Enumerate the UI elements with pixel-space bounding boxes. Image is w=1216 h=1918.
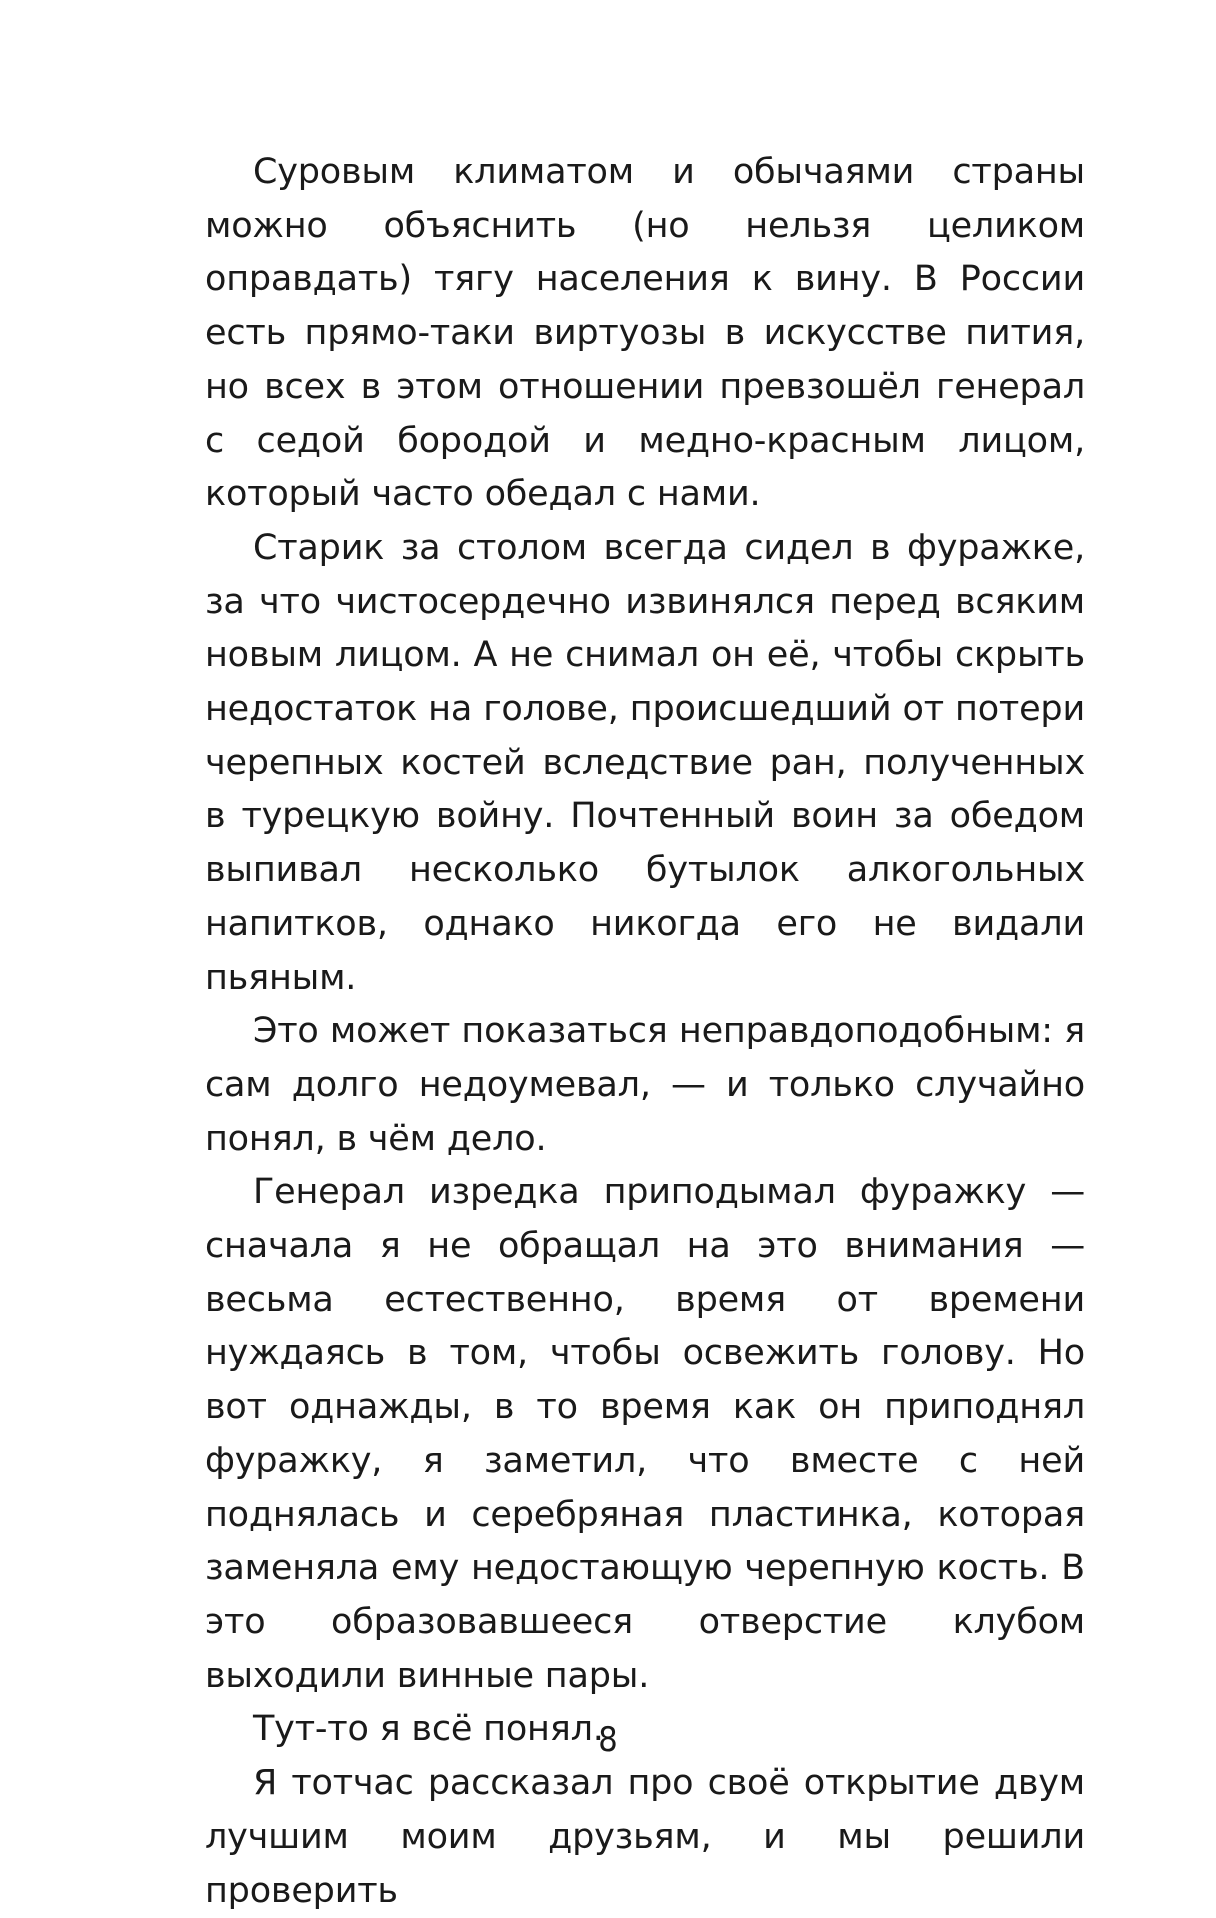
body-text [205,146,1085,1918]
paragraph: Это может показаться неправдоподобным: я сам долго недоумевал, — и только случайно понял, в чём дело. [205,1011,1085,1159]
paragraph: Суровым климатом и обычаями страны можно объяснить (но нельзя целиком оправдать) тягу населения к вину. В России есть прямо-таки виртуозы в искусстве пития, но всех в этом отношении превзошёл генерал с седой бородой и медно-красным лицом, который часто обедал с нами. [205,152,1085,515]
page-number: 8 [598,1720,618,1760]
paragraph: Тут-то я всё понял. [253,1709,604,1750]
paragraph: Старик за столом всегда сидел в фуражке, за что чистосердечно извинялся перед всяким новым лицом. А не снимал он её, чтобы скрыть недостаток на голове, происшедший от потери черепных костей вследствие ран, полученных в турецкую войну. Почтенный воин за обедом выпивал несколько бутылок алкогольных напитков, однако никогда его не видали пьяным. [205,527,1085,998]
paragraph: Я тотчас рассказал про своё открытие двум лучшим моим друзьям, и мы решили проверить [205,1763,1085,1911]
paragraph: Генерал изредка приподымал фуражку — сначала я не обращал на это внимания — весьма естественно, время от времени нуждаясь в том, чтобы освежить голову. Но вот однажды, в то время как он приподнял фуражку, я заметил, что вместе с ней поднялась и серебряная пластинка, которая заменяла ему недостающую черепную кость. В это образовавшееся отверстие клубом выходили винные пары. [205,1172,1085,1696]
